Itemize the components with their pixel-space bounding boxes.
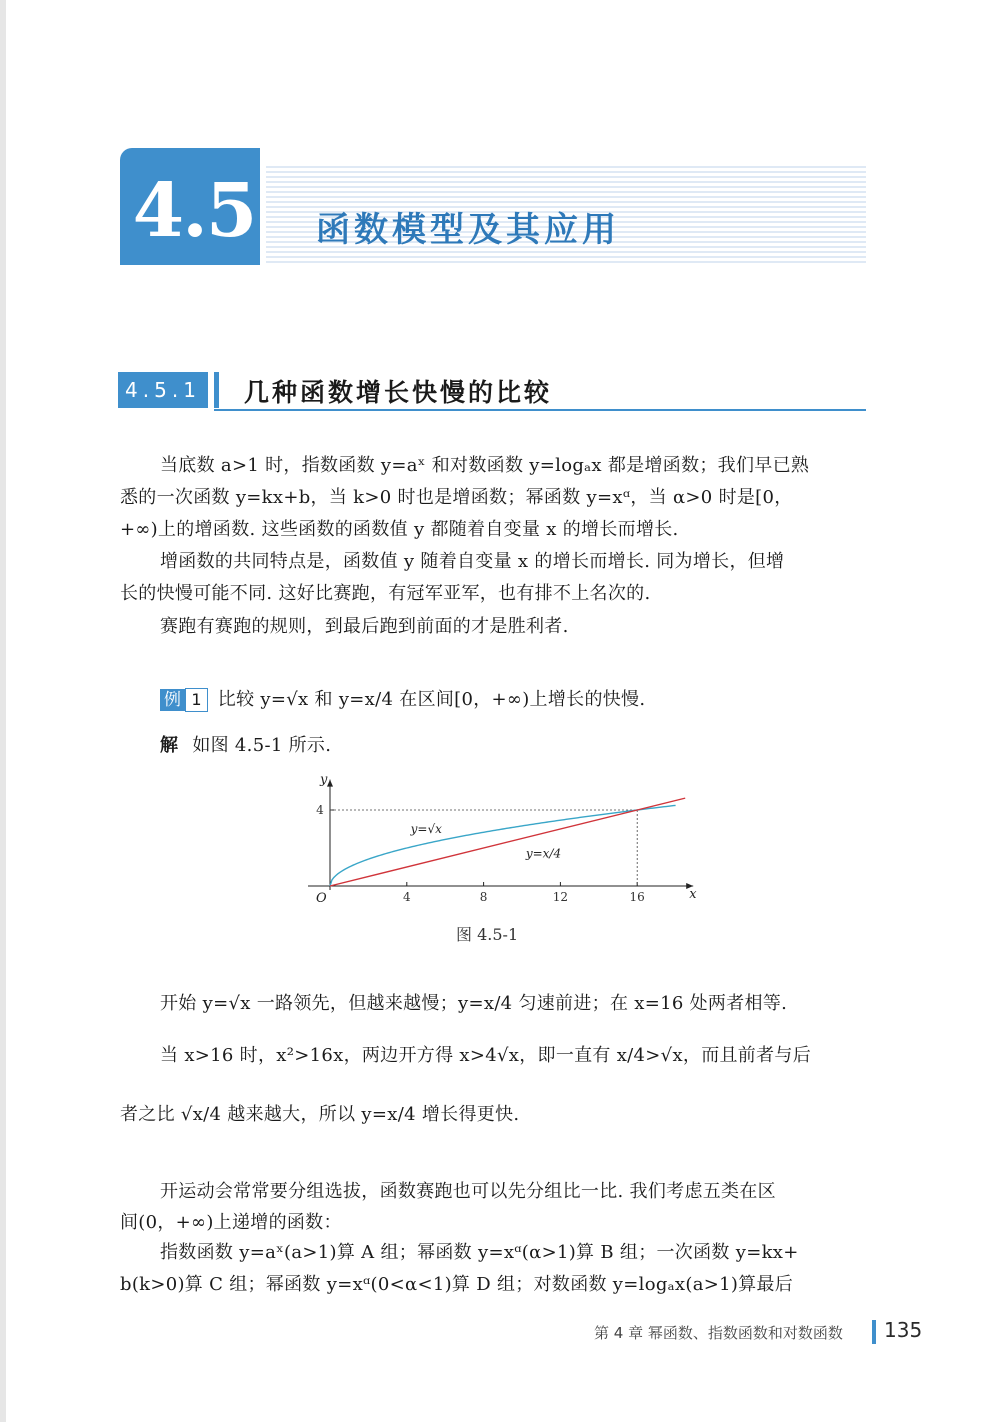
x-axis-label: x: [689, 887, 697, 902]
series-sqrt-x-line: [330, 805, 676, 886]
x-tick-label: 16: [629, 890, 645, 904]
paragraph-line: 当 x>16 时，x²>16x，两边开方得 x>4√x，即一直有 x/4>√x，而且前者与后: [160, 1045, 812, 1066]
function-growth-chart: [300, 768, 700, 918]
example-label: 例: [160, 689, 185, 711]
y-axis-arrow: [327, 780, 333, 787]
paragraph-line: +∞)上的增函数. 这些函数的函数值 y 都随着自变量 x 的增长而增长.: [120, 519, 679, 540]
subsection-divider: [214, 372, 219, 408]
series-x-over-4-line: [330, 798, 685, 886]
section-title: 函数模型及其应用: [316, 210, 620, 250]
paragraph-line: 赛跑有赛跑的规则，到最后跑到前面的才是胜利者.: [160, 616, 569, 637]
paragraph-line: 增函数的共同特点是，函数值 y 随着自变量 x 的增长而增长. 同为增长，但增: [160, 551, 785, 572]
paragraph-line: b(k>0)算 C 组；幂函数 y=xᵅ(0<α<1)算 D 组；对数函数 y=logₐx(a>1)算最后: [120, 1274, 794, 1295]
paragraph-line: 悉的一次函数 y=kx+b，当 k>0 时也是增函数；幂函数 y=xᵅ，当 α>0 时是[0，: [120, 487, 793, 508]
subsection-title: 几种函数增长快慢的比较: [244, 378, 553, 407]
example-text: 比较 y=√x 和 y=x/4 在区间[0，+∞)上增长的快慢.: [217, 689, 646, 710]
solution-label: 解: [160, 735, 179, 756]
solution-line: [160, 735, 331, 757]
paragraph-line: 当底数 a>1 时，指数函数 y=aˣ 和对数函数 y=logₐx 都是增函数；我们早已熟: [160, 455, 810, 476]
page-number: 135: [884, 1318, 923, 1342]
series-label-sqrt-x: y=√x: [410, 821, 442, 836]
origin-label: O: [316, 891, 327, 906]
x-tick-label: 12: [552, 890, 569, 904]
paragraph-line: 者之比 √x/4 越来越大，所以 y=x/4 增长得更快.: [120, 1104, 520, 1125]
paragraph-line: 间(0，+∞)上递增的函数：: [120, 1212, 342, 1233]
footer-chapter: 第 4 章 幂函数、指数函数和对数函数: [594, 1324, 843, 1342]
figure-caption: 图 4.5-1: [456, 925, 519, 944]
example-number: 1: [185, 688, 207, 712]
section-number: 4.5: [132, 168, 256, 254]
paragraph-line: 开始 y=√x 一路领先，但越来越慢；y=x/4 匀速前进；在 x=16 处两者相等.: [160, 993, 788, 1014]
y-axis-label: y: [320, 772, 328, 788]
x-tick-label: 8: [479, 890, 488, 904]
subsection-underline: [214, 409, 866, 411]
subsection-number: 4.5.1: [118, 372, 208, 408]
series-label-x-over-4: y=x/4: [525, 846, 562, 861]
paragraph-line: 开运动会常常要分组选拔，函数赛跑也可以先分组比一比. 我们考虑五类在区: [160, 1181, 776, 1202]
paragraph-line: 指数函数 y=aˣ(a>1)算 A 组；幂函数 y=xᵅ(α>1)算 B 组；一次函数 y=kx+: [160, 1242, 799, 1263]
example-line: [160, 688, 645, 712]
page-edge: [0, 0, 6, 1422]
solution-text: 如图 4.5-1 所示.: [192, 735, 332, 756]
x-tick-label: 4: [402, 890, 411, 904]
paragraph-line: 长的快慢可能不同. 这好比赛跑，有冠军亚军，也有排不上名次的.: [120, 583, 651, 604]
footer-divider: [872, 1320, 876, 1344]
y-tick-label: 4: [316, 803, 324, 817]
